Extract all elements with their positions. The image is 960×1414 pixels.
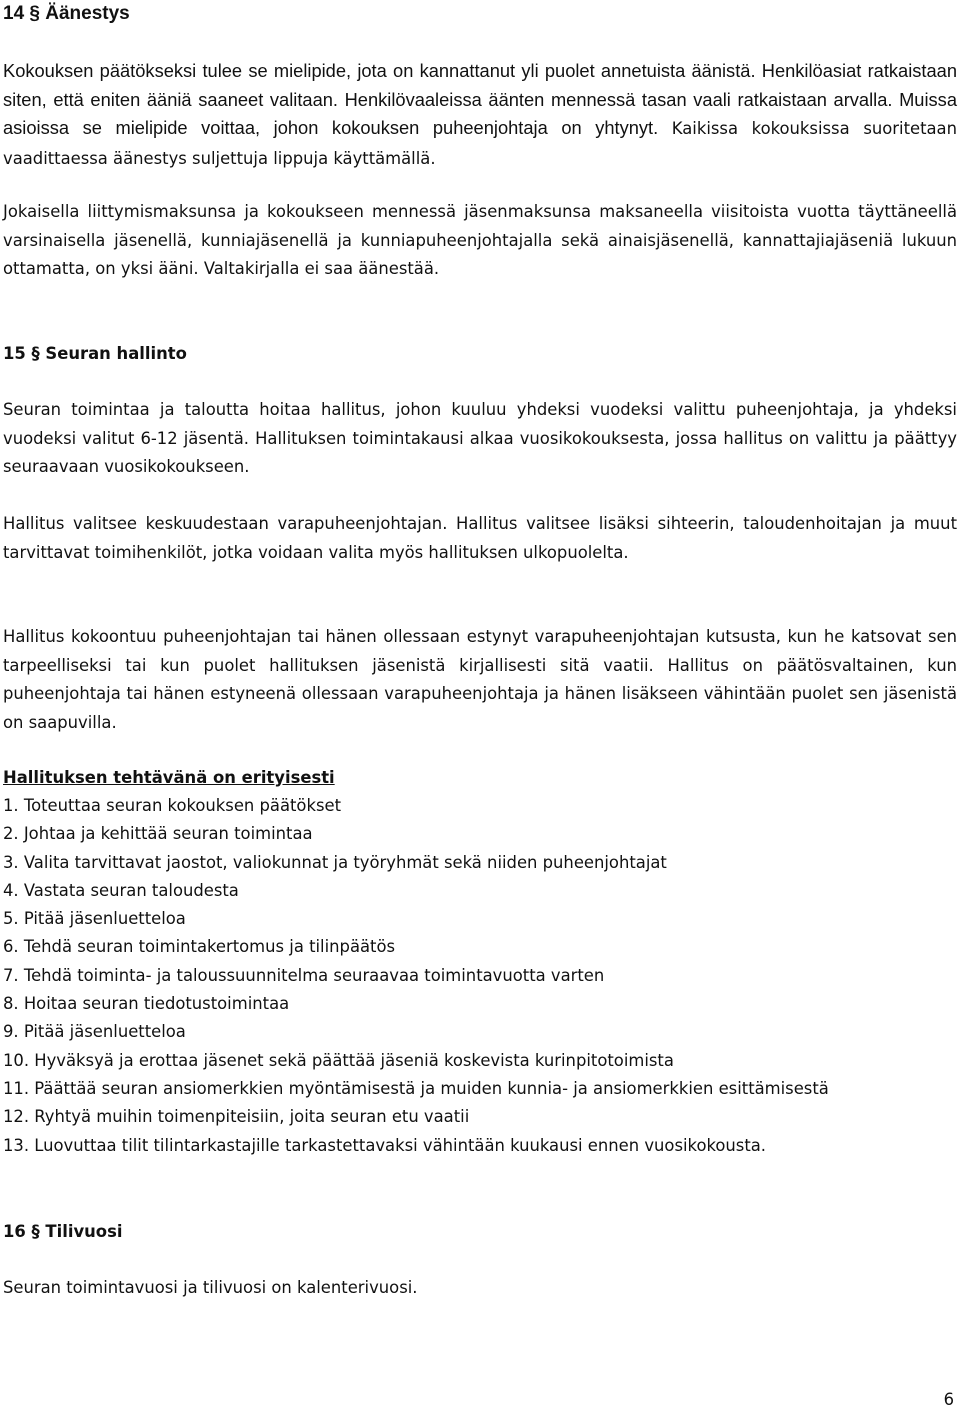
list-item: 12. Ryhtyä muihin toimenpiteisiin, joita seuran etu vaatii [3, 1107, 470, 1127]
section-14-paragraph-1 [3, 57, 957, 173]
list-item: 1. Toteuttaa seuran kokouksen päätökset [3, 796, 342, 815]
section-15-title: 15 § Seuran hallinto [3, 344, 187, 363]
section-14-paragraph-1-tail: Kaikissa kokouksissa suoritetaan vaadittaessa äänestys suljettuja lippuja käyttämällä. [3, 119, 957, 168]
list-item: 13. Luovuttaa tilit tilintarkastajille tarkastettavaksi vähintään kuukausi ennen vuosikokousta. [3, 1135, 767, 1155]
list-item: 3. Valita tarvittavat jaostot, valiokunnat ja työryhmät sekä niiden puheenjohtajat [3, 852, 667, 872]
list-item: 5. Pitää jäsenluetteloa [3, 909, 186, 929]
section-16-paragraph-1: Seuran toimintavuosi ja tilivuosi on kalenterivuosi. [3, 1278, 418, 1297]
list-item: 4. Vastata seuran taloudesta [3, 880, 239, 900]
page-number: 6 [943, 1390, 954, 1409]
section-15-paragraph-1: Seuran toimintaa ja taloutta hoitaa hallitus, johon kuuluu yhdeksi vuodeksi valittu puheenjohtaja, ja yhdeksi vuodeksi valitut 6-12 jäsentä. Hallituksen toimintakausi alkaa vuosikokouksesta, jossa hallitus on valittu ja päättyy seuraavaan vuosikokoukseen. [3, 400, 957, 476]
section-14-title: 14 § Äänestys [3, 3, 130, 24]
list-item: 10. Hyväksyä ja erottaa jäsenet sekä päättää jäseniä koskevista kurinpitotoimista [3, 1050, 674, 1070]
section-15-paragraph-3: Hallitus kokoontuu puheenjohtajan tai hänen ollessaan estynyt varapuheenjohtajan kutsusta, kun he katsovat sen tarpeelliseksi tai kun puolet hallituksen jäsenistä kirjallisesti sitä vaatii. Hallitus on päätösvaltainen, kun puheenjohtaja tai hänen estyneenä ollessaan varapuheenjohtaja ja hänen lisäkseen vähintään puolet sen jäsenistä on saapuvilla. [3, 627, 957, 732]
list-item: 7. Tehdä toiminta- ja taloussuunnitelma seuraavaa toimintavuotta varten [3, 965, 605, 985]
list-item: 11. Päättää seuran ansiomerkkien myöntämisestä ja muiden kunnia- ja ansiomerkkien esittämisestä [3, 1078, 829, 1098]
duties-list [3, 792, 957, 1160]
list-item: 2. Johtaa ja kehittää seuran toimintaa [3, 824, 313, 844]
section-16-title: 16 § Tilivuosi [3, 1222, 123, 1241]
list-item: 8. Hoitaa seuran tiedotustoimintaa [3, 994, 290, 1014]
list-item: 6. Tehdä seuran toimintakertomus ja tilinpäätös [3, 937, 396, 957]
duties-heading: Hallituksen tehtävänä on erityisesti [3, 768, 335, 787]
section-15-paragraph-2: Hallitus valitsee keskuudestaan varapuheenjohtajan. Hallitus valitsee lisäksi sihteerin, taloudenhoitajan ja muut tarvittavat toimihenkilöt, jotka voidaan valita myös hallituksen ulkopuolelta. [3, 514, 957, 562]
section-14-paragraph-2: Jokaisella liittymismaksunsa ja kokoukseen mennessä jäsenmaksunsa maksaneella viisitoista vuotta täyttäneellä varsinaisella jäsenellä, kunniajäsenellä ja kunniapuheenjohtajalla sekä ainaisjäsenellä, kannattajiajäseniä lukuun ottamatta, on yksi ääni. Valtakirjalla ei saa äänestää. [3, 202, 957, 278]
list-item: 9. Pitää jäsenluetteloa [3, 1022, 186, 1042]
section-14-paragraph-1-main: Kokouksen päätökseksi tulee se mielipide, jota on kannattanut yli puolet annetuista äänistä. Henkilöasiat ratkaistaan siten, että eniten ääniä saaneet valitaan. Henkilövaaleissa äänten mennessä tasan vaali ratkaistaan arvalla. Muissa asioissa se mielipide voittaa, johon kokouksen puheenjohtaja on yhtynyt. [3, 60, 957, 138]
